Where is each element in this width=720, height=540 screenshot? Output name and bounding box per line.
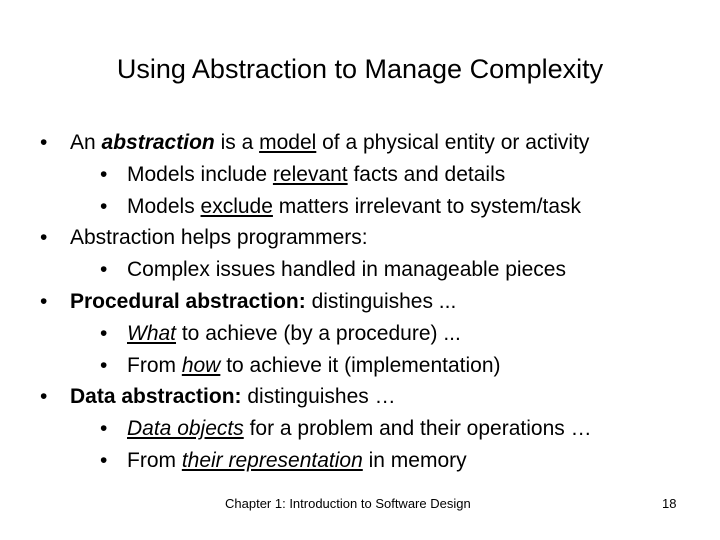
bullet-abstraction-helps <box>40 222 710 254</box>
subbullet-their-representation <box>40 445 710 477</box>
subbullet-complex-issues <box>40 254 710 286</box>
text-fragment: in memory <box>362 448 467 472</box>
text-fragment: An <box>70 131 102 154</box>
bullet-list <box>40 127 710 477</box>
term-how: how <box>181 353 221 377</box>
text-fragment: is a <box>214 131 260 154</box>
term-what: What <box>127 321 177 345</box>
subbullet-models-exclude <box>40 191 710 223</box>
bullet-icon: • <box>100 162 108 186</box>
term-exclude: exclude <box>200 194 273 218</box>
text-fragment: Complex issues handled in manageable pieces <box>127 258 566 282</box>
bullet-icon: • <box>40 289 48 313</box>
text-fragment: to achieve (by a procedure) ... <box>176 321 461 345</box>
term-procedural-abstraction: Procedural abstraction: <box>70 289 306 313</box>
text-fragment: of a physical entity or activity <box>316 131 590 154</box>
slide-footer: Chapter 1: Introduction to Software Design <box>225 496 471 511</box>
bullet-icon: • <box>100 258 108 282</box>
text-fragment: matters irrelevant to system/task <box>272 194 582 218</box>
text-fragment: From <box>127 448 182 472</box>
bullet-icon: • <box>100 321 108 345</box>
subbullet-from-how <box>40 350 710 382</box>
bullet-abstraction-definition <box>40 127 710 159</box>
text-fragment: distinguishes … <box>241 385 396 409</box>
slide-title: Using Abstraction to Manage Complexity <box>116 54 604 84</box>
subbullet-models-include <box>40 159 710 191</box>
text-fragment: Models <box>127 194 201 218</box>
bullet-icon: • <box>40 131 48 154</box>
bullet-icon: • <box>100 194 108 218</box>
bullet-icon: • <box>100 353 108 377</box>
term-model: model <box>259 131 317 154</box>
bullet-icon: • <box>40 226 48 250</box>
text-fragment: Models include <box>127 162 273 186</box>
text-fragment: facts and details <box>347 162 506 186</box>
bullet-procedural-abstraction <box>40 286 710 318</box>
term-data-abstraction: Data abstraction: <box>70 385 242 409</box>
subbullet-what-to-achieve <box>40 318 710 350</box>
text-fragment: distinguishes ... <box>305 289 457 313</box>
bullet-icon: • <box>40 385 48 409</box>
text-fragment: for a problem and their operations … <box>243 417 592 441</box>
bullet-icon: • <box>100 448 108 472</box>
term-data-objects: Data objects <box>127 417 244 441</box>
subbullet-data-objects <box>40 413 710 445</box>
text-fragment: to achieve it (implementation) <box>220 353 501 377</box>
text-fragment: From <box>127 353 182 377</box>
bullet-icon: • <box>100 417 108 441</box>
term-relevant: relevant <box>272 162 348 186</box>
page-number: 18 <box>662 496 677 511</box>
term-their-representation: their representation <box>181 448 363 472</box>
term-abstraction: abstraction <box>101 131 215 154</box>
bullet-data-abstraction <box>40 381 710 413</box>
text-fragment: Abstraction helps programmers: <box>70 226 368 250</box>
